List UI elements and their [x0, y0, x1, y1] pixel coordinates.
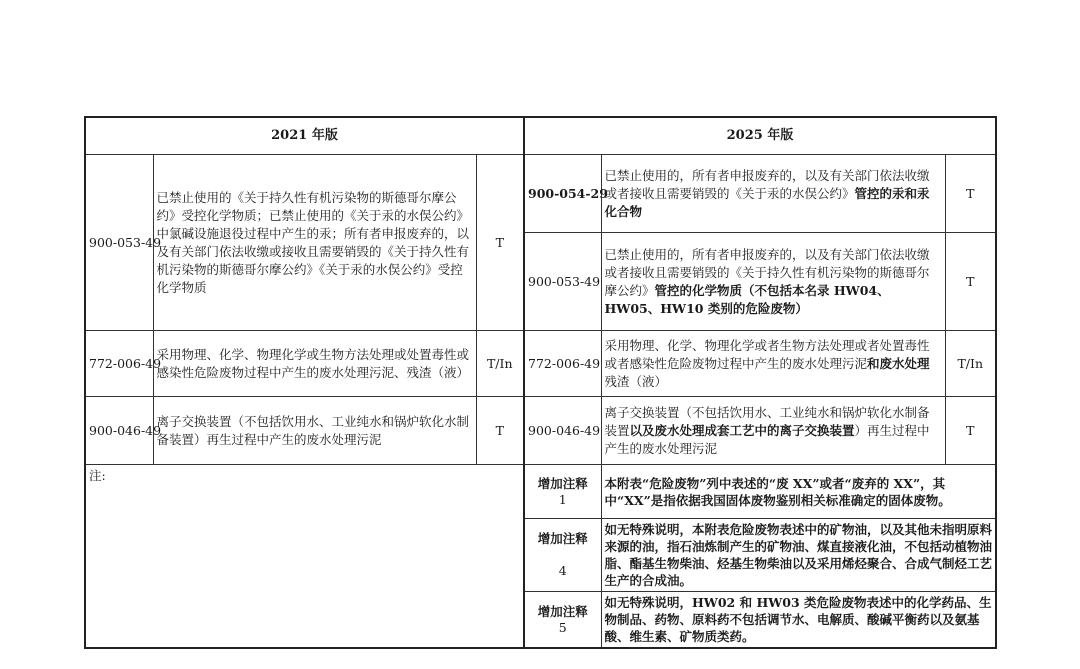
- note-5-title-text: 增加注释: [537, 603, 588, 619]
- r1b-right-hazard: T: [945, 233, 996, 331]
- r2-left-hazard: T/In: [476, 331, 524, 397]
- r1a-desc-bold: 管控的汞和汞化合物: [604, 185, 930, 219]
- notes-label: 注:: [85, 465, 524, 649]
- note-1-title-text: 增加注释: [537, 475, 588, 491]
- note-1-text: 本附表“危险废物”列中表述的“废 XX”或者“废弃的 XX”，其中“XX”是指依据我国固体废物鉴别相关标准确定的固体废物。: [601, 465, 996, 519]
- r1a-right-hazard: T: [945, 155, 996, 233]
- r3-right-desc: [601, 397, 945, 465]
- r2-right-hazard: T/In: [945, 331, 996, 397]
- note-1-title: [524, 465, 601, 519]
- header-2025: 2025 年版: [524, 117, 996, 155]
- r3-left-desc: 离子交换装置（不包括饮用水、工业纯水和锅炉软化水制备装置）再生过程中产生的废水处理污泥: [153, 397, 476, 465]
- note-4-title: [524, 519, 601, 592]
- r1-left-code: 900-053-49: [85, 155, 153, 331]
- r1-left-hazard: T: [476, 155, 524, 331]
- r1a-desc-plain: 已禁止使用的，所有者申报废弃的，以及有关部门依法收缴或者接收且需要销毁的《关于汞的水俣公约》: [604, 167, 930, 201]
- r1b-right-desc: [601, 233, 945, 331]
- r3-left-code: 900-046-49: [85, 397, 153, 465]
- note-5-title: [524, 592, 601, 649]
- note-4-text: 如无特殊说明，本附表危险废物表述中的矿物油，以及其他未指明原料来源的油，指石油炼制产生的矿物油、煤直接液化油，不包括动植物油脂、酯基生物柴油、烃基生物柴油以及采用烯烃聚合、合成气制烃工艺生产的合成油。: [601, 519, 996, 592]
- r2-left-code: 772-006-49: [85, 331, 153, 397]
- r2-desc-bold: 和废水处理: [867, 355, 930, 371]
- note-4-title-text: 增加注释: [537, 531, 588, 546]
- r2-left-desc: 采用物理、化学、物理化学或生物方法处理或处置毒性或感染性危险废物过程中产生的废水处理污泥、残渣（液）: [153, 331, 476, 397]
- r1a-right-code: 900-054-29: [524, 155, 601, 233]
- r1b-desc-plain: 已禁止使用的，所有者申报废弃的，以及有关部门依法收缴或者接收且需要销毁的《关于持久性有机污染物的斯德哥尔摩公约》: [604, 246, 930, 298]
- note-4-num: 4: [558, 563, 567, 578]
- comparison-table: [84, 116, 997, 649]
- note-5-text: 如无特殊说明，HW02 和 HW03 类危险废物表述中的化学药品、生物制品、药物、原料药不包括调节水、电解质、酸碱平衡药以及氨基酸、维生素、矿物质类药。: [601, 592, 996, 649]
- r1a-right-desc: [601, 155, 945, 233]
- r1-left-desc: 已禁止使用的《关于持久性有机污染物的斯德哥尔摩公约》受控化学物质；已禁止使用的《关于汞的水俣公约》中氯碱设施退役过程中产生的汞；所有者申报废弃的，以及有关部门依法收缴或接收且需要销毁的《关于持久性有机污染物的斯德哥尔摩公约》《关于汞的水俣公约》受控化学物质: [153, 155, 476, 331]
- r1b-desc-bold: 管控的化学物质（不包括本名录 HW04、HW05、HW10 类别的危险废物）: [604, 282, 890, 316]
- r2-desc-plain1: 采用物理、化学、物理化学或者生物方法处理或者处置毒性或者感染性危险废物过程中产生的废水处理污泥: [604, 337, 930, 371]
- r2-right-desc: [601, 331, 945, 397]
- r3-right-hazard: T: [945, 397, 996, 465]
- r3-desc-bold: 以及废水处理成套工艺中的离子交换装置: [629, 422, 855, 438]
- r3-right-code: 900-046-49: [524, 397, 601, 465]
- header-2021: 2021 年版: [85, 117, 524, 155]
- r3-desc-plain2: ）再生过程中产生的废水处理污泥: [604, 422, 930, 456]
- r2-desc-plain2: 残渣（液）: [604, 373, 668, 389]
- r2-right-code: 772-006-49: [524, 331, 601, 397]
- r3-left-hazard: T: [476, 397, 524, 465]
- r1b-right-code: 900-053-49: [524, 233, 601, 331]
- note-1-num: 1: [558, 491, 567, 507]
- r3-desc-plain1: 离子交换装置（不包括饮用水、工业纯水和锅炉软化水制备装置: [604, 404, 930, 438]
- note-5-num: 5: [558, 619, 567, 635]
